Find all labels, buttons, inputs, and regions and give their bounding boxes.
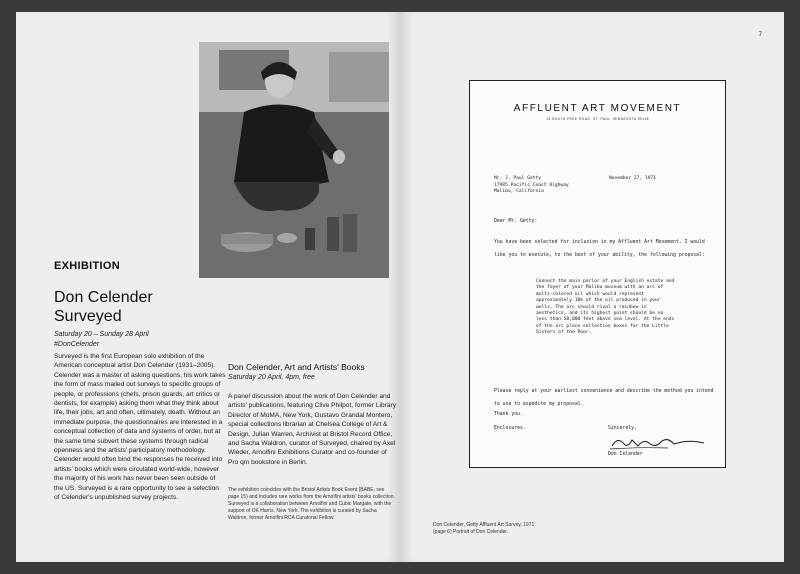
caption-line: (page 6) Portrait of Don Celender. [433,529,509,535]
letterhead-address: 15 SOUTH FREE ROAD, ST. PAUL, MINNESOTA 55118 [546,117,649,121]
recipient-line: Mr. J. Paul Getty [494,176,542,181]
recipient-line: Malibu, California [494,189,544,195]
letter-thanks: Thank you. [494,412,523,417]
letter-reproduction [469,80,726,468]
letter-date: November 27, 1971 [609,176,657,181]
section-label: EXHIBITION [54,260,120,272]
recipient-line: 17985 Pacific Coast Highway [494,182,569,188]
portrait-photo [199,42,389,278]
letter-intro: You have been selected for inclusion in my Affluent Art Movement. I would like you to execute, to the best of your ability, the following proposal: [494,240,705,258]
letter-closing: Please reply at your earliest convenience and describe the method you intend to use to expedite my proposal. [494,389,714,407]
letter-sincerely: Sincerely, [608,426,637,431]
letter-proposal: Connect the main parlor of your English estate and the foyer of your Malibu museum with an arc of multi-colored oil which would represent approximately 10% of the oil produced in your wells. The arc should rival a rainbow in aesthetics, and its highest point should be no less than 50,000 feet above sea level. At the ends of the arc place collection boxes for the Little Sisters of the Poor. [536,279,675,336]
letter-greeting: Dear Mr. Getty: [494,219,538,224]
signature-image [608,432,708,452]
photo-caption [433,522,633,536]
signature-scribble [608,432,708,452]
event-note: The exhibition coincides with the Bristol Artists Book Event (BABE, see page 15) and includes rare works from the Arnolfini artists' books collection. Surveyed is a collaboration between Arnolfini and Cubic Margate, with the support of OK Harris, New York. The exhibition is curated by Sacha Waldron, former Arnolfini RCA Curatorial Fellow. [228,487,395,521]
recipient-address [494,176,569,196]
event-time: Saturday 20 April, 4pm, free [228,374,315,381]
event-title: Don Celender, Art and Artists' Books [228,362,365,372]
date-range: Saturday 20 – Sunday 28 April [54,331,149,338]
left-page [16,12,400,562]
exhibition-dates [54,330,149,350]
letterhead-title: AFFLUENT ART MOVEMENT [513,103,682,114]
page-number: 7 [758,32,762,38]
letter-signer: Don Celender [608,452,643,457]
caption-line: Don Celender, Getty Affluent Art Survey, 1971. [433,522,536,528]
event-description: A panel discussion about the work of Don Celender and artists' publications, featuring Clive Philpot, former Library Director of MoMA, New York, Gustavo Grandal Montero, special collections librarian at Chelsea College of Art & Design, Julian Warren, Archivist at Bristol Record Office, and Sacha Waldron, curator of Surveyed, chaired by Axel Wieder, Arnolfini Exhibitions Curator and co-founder of Pro qm bookstore in Berlin. [228,393,397,466]
letter-enclosures: Enclosures. [494,426,526,431]
portrait-photo-image [199,42,389,278]
exhibition-description: Surveyed is the first European solo exhibition of the American conceptual artist Don Celender (1931–2005). Celender was a master of asking questions, his work takes the form of mass mailed out surveys to specific groups of people, or professions (chefs, prison guards, art critics or dentists, for example) asking them what they think about life, their jobs, art and often, ultimately, death. Without an immediate purpose, the questionnaires are interested in a conceptual collection of data and systems of order, but at the same time subvert these systems through radical openness and the artists' participatory methodology. Celender would often bind the responses he received into artists' books which were circulated world-wide, however the majority of his work has never been seen outside of the US. Surveyed is a rare opportunity to see a selection of Celender's unpublished survey projects. [54,353,226,502]
exhibition-title: Don Celender Surveyed [54,289,153,325]
hashtag: #DonCelender [54,341,100,348]
right-page [400,12,784,562]
